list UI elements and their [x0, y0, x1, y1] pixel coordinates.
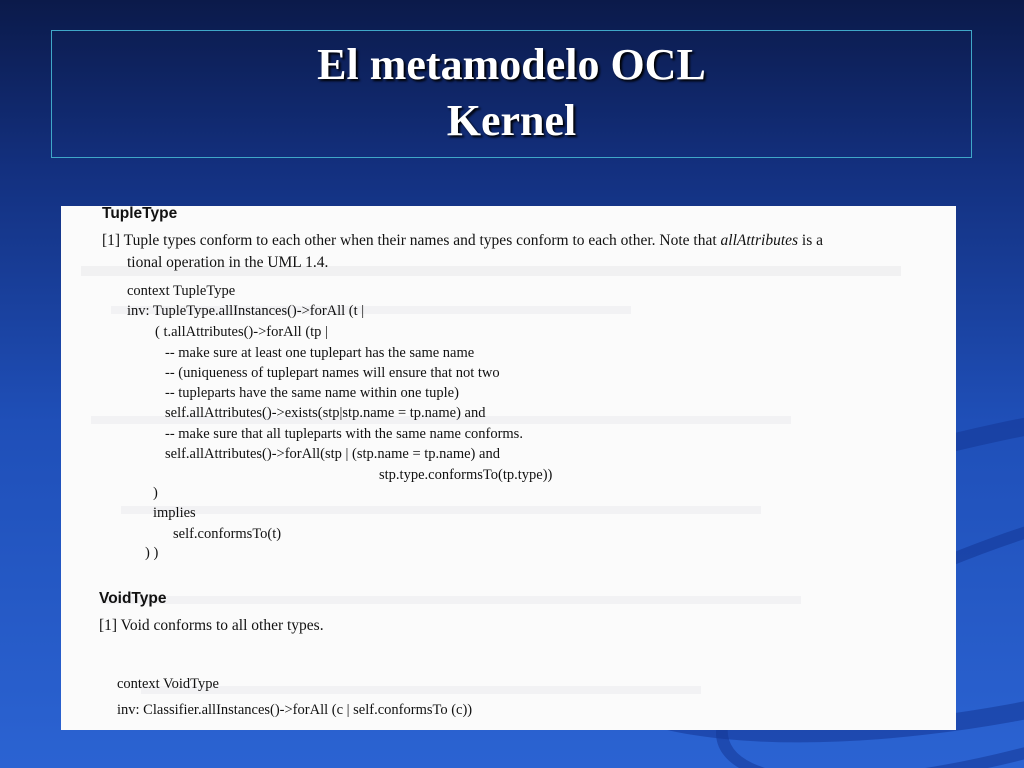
- code-comment: -- make sure at least one tuplepart has the same name: [165, 345, 475, 361]
- code-comment: -- tupleparts have the same name within one tuple): [165, 385, 459, 401]
- voidtype-heading: VoidType: [99, 590, 167, 607]
- code-line: ( t.allAttributes()->forAll (tp |: [155, 324, 328, 340]
- code-line: stp.type.conformsTo(tp.type)): [379, 467, 553, 483]
- code-line: implies: [153, 505, 196, 521]
- code-line: ): [153, 485, 158, 501]
- code-line: context VoidType: [117, 676, 219, 692]
- tupletype-heading: TupleType: [102, 206, 178, 222]
- scanned-document: [61, 206, 956, 730]
- slide-title-line-1: El metamodelo OCL: [317, 40, 706, 89]
- code-line: self.allAttributes()->forAll(stp | (stp.name = tp.name) and: [165, 446, 500, 462]
- code-line: context TupleType: [127, 283, 236, 299]
- tupletype-rule-line-2: tional operation in the UML 1.4.: [127, 254, 329, 271]
- code-comment: -- (uniqueness of tuplepart names will ensure that not two: [165, 365, 500, 381]
- slide-title: [51, 30, 972, 158]
- code-line: self.conformsTo(t): [173, 526, 282, 542]
- slide-title-line-2: Kernel: [446, 96, 577, 145]
- code-line: inv: TupleType.allInstances()->forAll (t |: [127, 303, 365, 319]
- code-line: inv: Classifier.allInstances()->forAll (c | self.conformsTo (c)): [117, 702, 473, 718]
- code-line: ) ): [145, 545, 159, 561]
- code-line: self.allAttributes()->exists(stp|stp.name = tp.name) and: [165, 405, 486, 421]
- code-comment: -- make sure that all tupleparts with the same name conforms.: [165, 426, 523, 442]
- tupletype-rule-line-1: [1] Tuple types conform to each other when their names and types conform to each other. Note that allAttributes is a: [102, 232, 824, 249]
- voidtype-rule: [1] Void conforms to all other types.: [99, 617, 324, 634]
